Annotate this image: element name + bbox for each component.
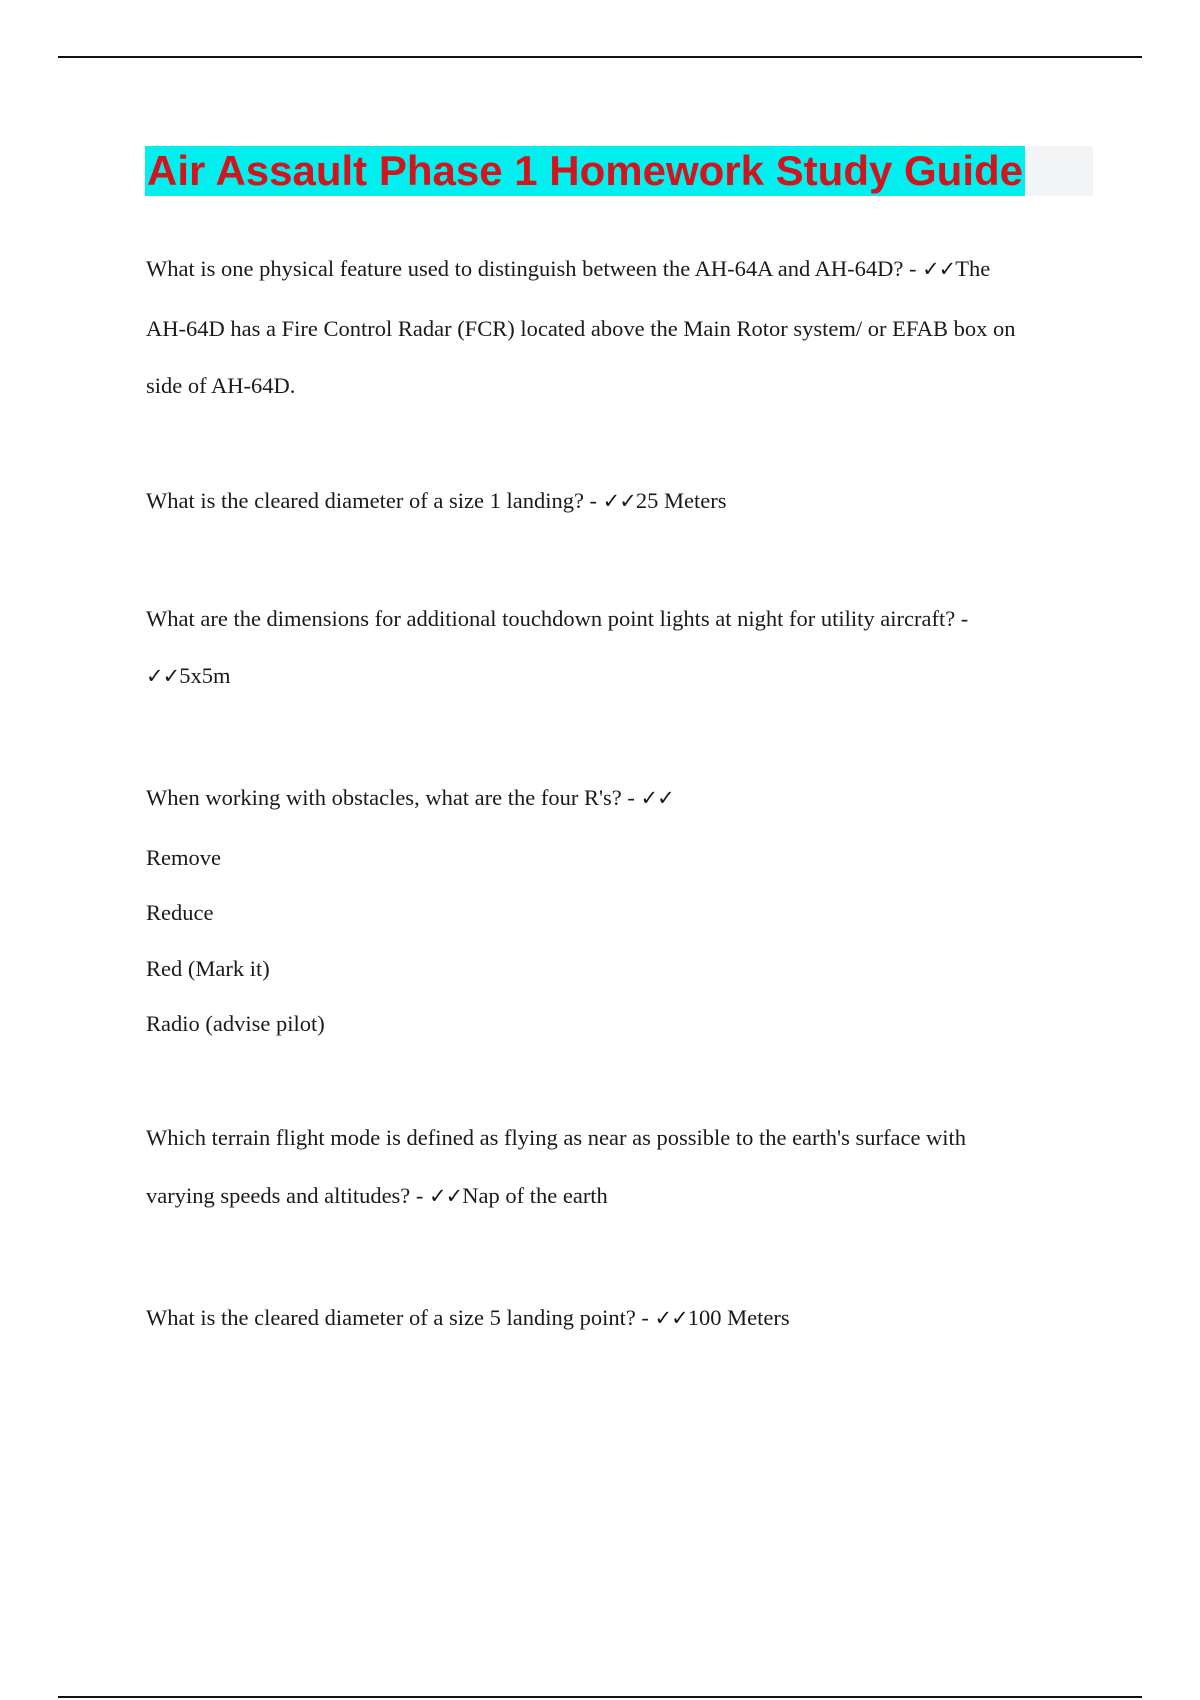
qa-1-answer-line-1: AH-64D has a Fire Control Radar (FCR) located above the Main Rotor system/ or EFAB box on bbox=[146, 316, 1016, 341]
qa-6-answer: 100 Meters bbox=[687, 1305, 790, 1330]
header-rule bbox=[58, 56, 1142, 58]
qa-6-question: What is the cleared diameter of a size 5 landing point? - bbox=[146, 1305, 649, 1330]
check-mark-icon: ✓✓ bbox=[429, 1184, 463, 1208]
qa-4-answer-item-2: Reduce bbox=[146, 900, 214, 925]
check-mark-icon: ✓✓ bbox=[602, 489, 636, 513]
check-mark-icon: ✓✓ bbox=[922, 257, 956, 281]
qa-4-answer-item-4: Radio (advise pilot) bbox=[146, 1011, 325, 1036]
qa-5-answer: Nap of the earth bbox=[462, 1183, 608, 1208]
qa-5-question-line-2 bbox=[146, 1181, 608, 1211]
document-title: Air Assault Phase 1 Homework Study Guide bbox=[147, 147, 1024, 194]
qa-2-line bbox=[146, 486, 726, 516]
qa-4-answer-item-3: Red (Mark it) bbox=[146, 956, 270, 981]
qa-6-line bbox=[146, 1303, 790, 1333]
footer-rule bbox=[58, 1696, 1142, 1698]
check-mark-icon: ✓✓ bbox=[640, 786, 674, 810]
qa-2-question: What is the cleared diameter of a size 1 landing? - bbox=[146, 488, 598, 513]
qa-1-answer-line-2: side of AH-64D. bbox=[146, 373, 296, 398]
qa-4-answer-item-1: Remove bbox=[146, 845, 221, 870]
check-mark-icon: ✓✓ bbox=[654, 1306, 688, 1330]
qa-3-answer: 5x5m bbox=[179, 663, 231, 688]
qa-5-question-end: varying speeds and altitudes? - bbox=[146, 1183, 424, 1208]
qa-4-question: When working with obstacles, what are the four R's? - bbox=[146, 785, 635, 810]
qa-2-answer: 25 Meters bbox=[635, 488, 727, 513]
title-band bbox=[145, 146, 1093, 196]
qa-3-question: What are the dimensions for additional touchdown point lights at night for utility aircraft? - bbox=[146, 606, 969, 631]
qa-4-question-line bbox=[146, 783, 674, 813]
qa-5-question-line-1: Which terrain flight mode is defined as flying as near as possible to the earth's surface with bbox=[146, 1125, 967, 1150]
qa-1-answer-start: The bbox=[955, 256, 991, 281]
qa-1-question: What is one physical feature used to distinguish between the AH-64A and AH-64D? - bbox=[146, 256, 917, 281]
qa-1-question-line bbox=[146, 254, 990, 284]
check-mark-icon: ✓✓ bbox=[146, 664, 180, 688]
qa-3-answer-line bbox=[146, 661, 230, 691]
